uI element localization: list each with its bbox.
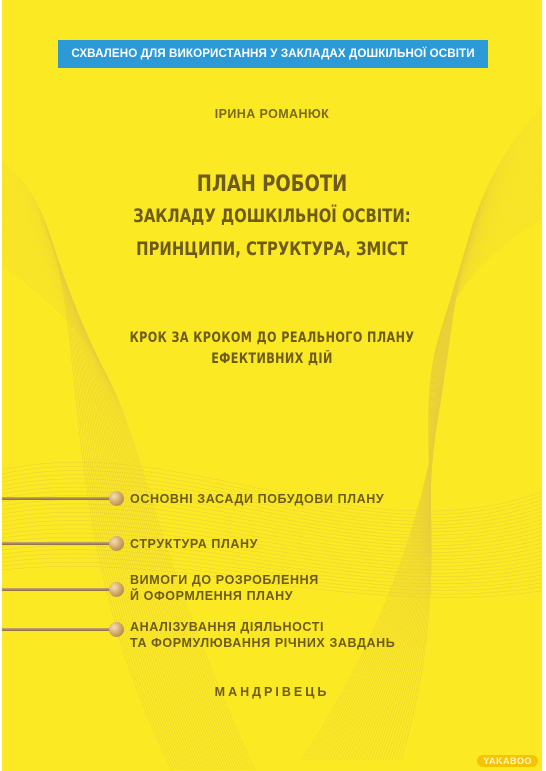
pointer-rod [2, 497, 114, 500]
subtitle-line-2: ЕФЕКТИВНИХ ДІЙ [211, 351, 333, 367]
contents-item-line: АНАЛІЗУВАННЯ ДІЯЛЬНОСТІ [130, 620, 325, 634]
bead-bullet [109, 536, 124, 551]
publisher-name: МАНДРІВЕЦЬ [214, 685, 330, 699]
pointer-rod [2, 542, 114, 545]
watermark-logo: YAKABOO [477, 755, 538, 767]
approval-banner: СХВАЛЕНО ДЛЯ ВИКОРИСТАННЯ У ЗАКЛАДАХ ДОШКІЛЬНОЇ ОСВІТИ [58, 40, 488, 68]
title-line-3: ПРИНЦИПИ, СТРУКТУРА, ЗМІСТ [136, 238, 408, 260]
contents-item-line: ТА ФОРМУЛЮВАННЯ РІЧНИХ ЗАВДАНЬ [130, 636, 396, 650]
title-line-2: ЗАКЛАДУ ДОШКІЛЬНОЇ ОСВІТИ: [133, 205, 411, 227]
pointer-rod [2, 628, 114, 631]
contents-item-line: ВИМОГИ ДО РОЗРОБЛЕННЯ [130, 573, 319, 587]
bead-bullet [109, 491, 124, 506]
contents-item [130, 619, 395, 651]
pointer-rod [2, 588, 114, 591]
book-cover [2, 0, 542, 771]
title-line-1: ПЛАН РОБОТИ [196, 172, 348, 197]
bead-bullet [109, 582, 124, 597]
subtitle-line-1: КРОК ЗА КРОКОМ ДО РЕАЛЬНОГО ПЛАНУ [129, 330, 415, 346]
contents-item-line: Й ОФОРМЛЕННЯ ПЛАНУ [130, 589, 294, 603]
contents-item [130, 491, 384, 507]
contents-item-line: ОСНОВНІ ЗАСАДИ ПОБУДОВИ ПЛАНУ [130, 492, 385, 506]
contents-item [130, 536, 258, 552]
contents-item-line: СТРУКТУРА ПЛАНУ [130, 537, 258, 551]
bead-bullet [109, 622, 124, 637]
contents-item [130, 572, 319, 604]
author-name: ІРИНА РОМАНЮК [214, 107, 330, 121]
